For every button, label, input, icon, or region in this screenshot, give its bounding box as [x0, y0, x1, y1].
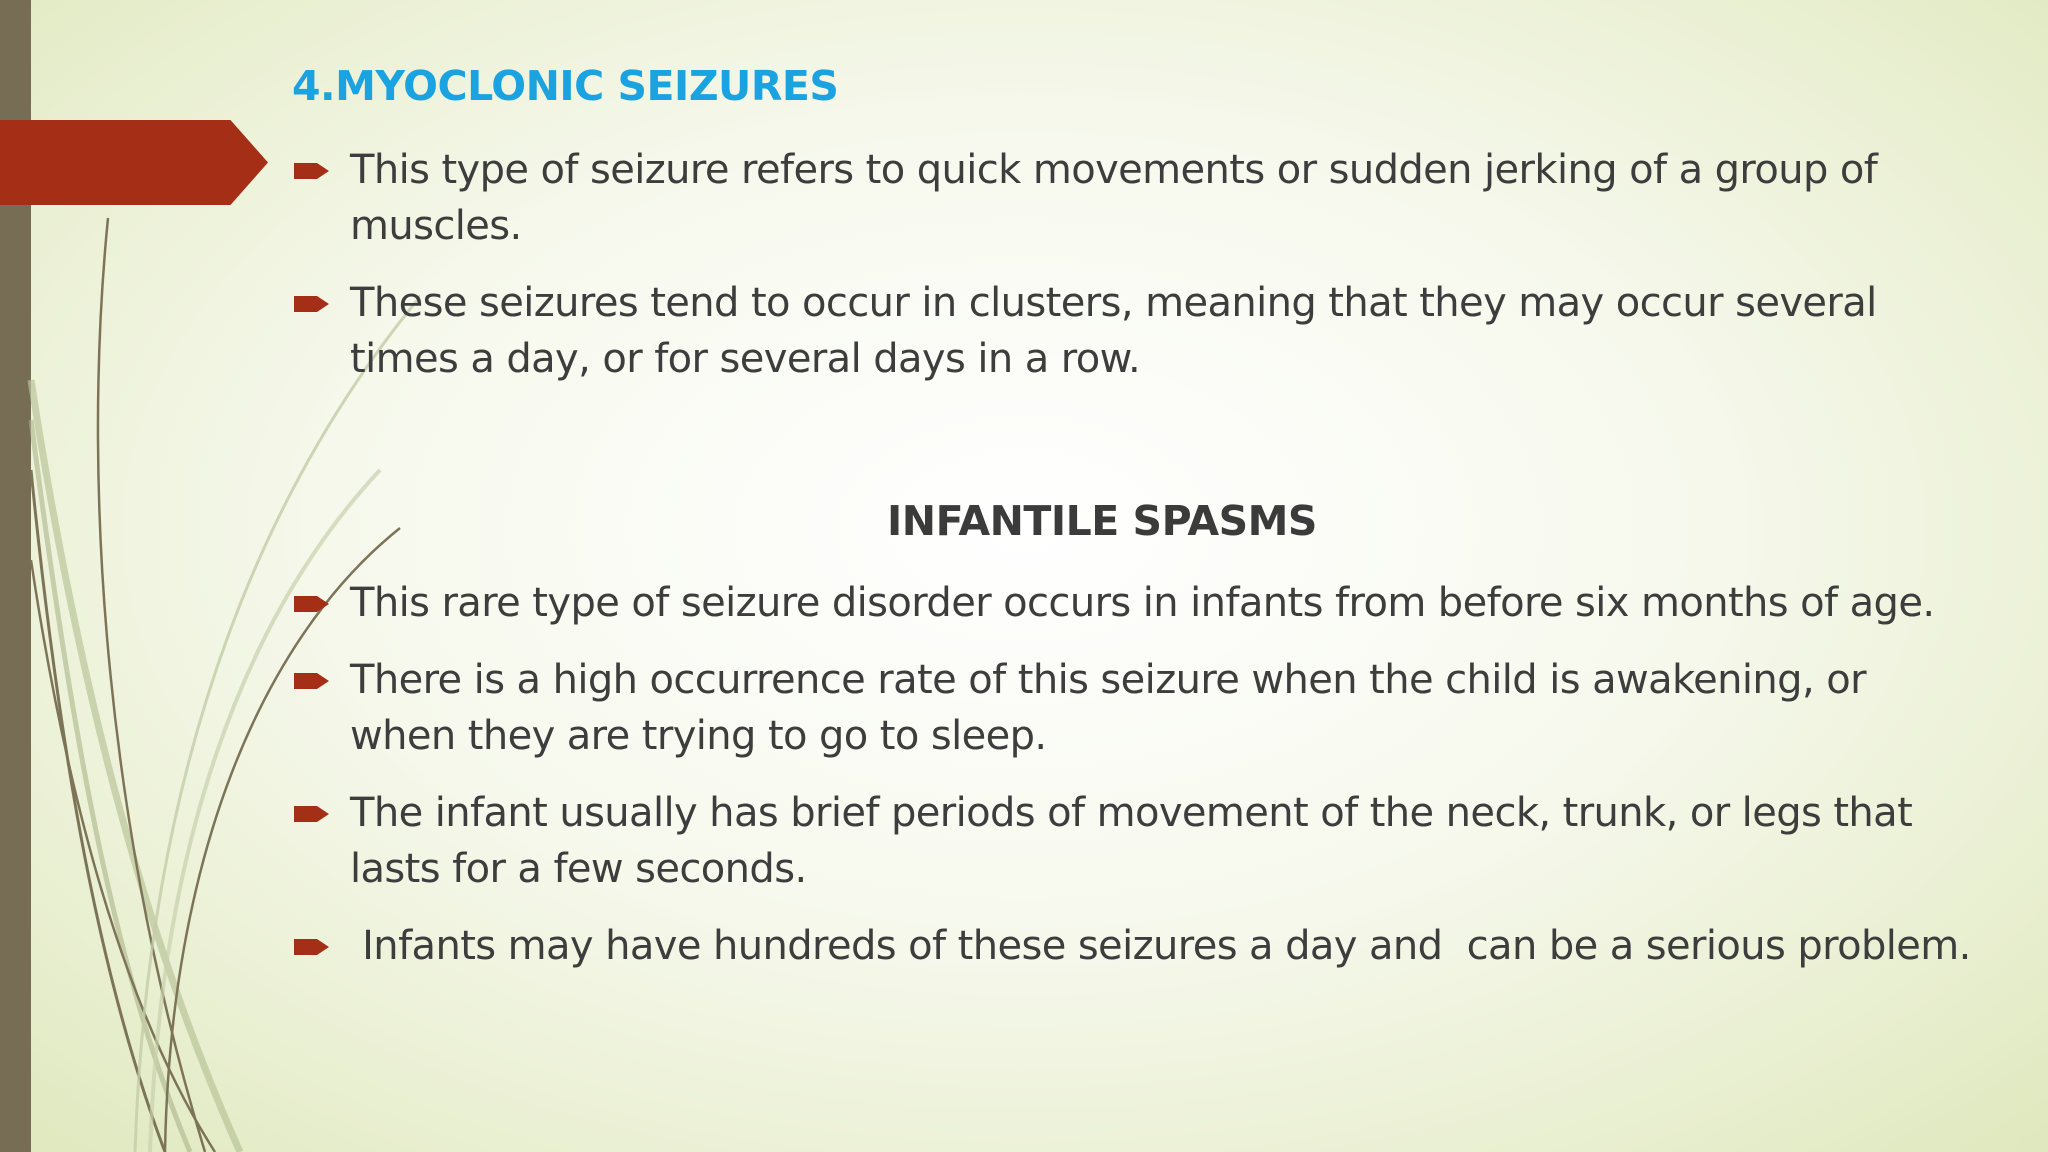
list-item [292, 275, 1952, 387]
bullet-text: This type of seizure refers to quick movements or sudden jerking of a group of muscles. [350, 147, 1878, 249]
infantile-spasms-bullet-list [292, 575, 1971, 995]
right-arrow-bullet-icon [294, 293, 330, 315]
myoclonic-bullet-list [292, 142, 1952, 408]
right-arrow-bullet-icon [294, 803, 330, 825]
bullet-text: Infants may have hundreds of these seizures a day and can be a serious problem. [350, 923, 1971, 969]
right-arrow-bullet-icon [294, 936, 330, 958]
list-item [292, 918, 1971, 974]
section-heading: INFANTILE SPASMS [887, 497, 1317, 545]
list-item [292, 575, 1952, 631]
slide-title: 4.MYOCLONIC SEIZURES [292, 62, 839, 110]
right-arrow-bullet-icon [294, 593, 330, 615]
bullet-text: There is a high occurrence rate of this seizure when the child is awakening, or when they are trying to go to sleep. [350, 657, 1866, 759]
bullet-text: These seizures tend to occur in clusters, meaning that they may occur several times a day, or for several days in a row. [350, 280, 1877, 382]
list-item [292, 652, 1952, 764]
right-arrow-bullet-icon [294, 670, 330, 692]
bullet-text: The infant usually has brief periods of movement of the neck, trunk, or legs that lasts for a few seconds. [350, 790, 1913, 892]
bullet-text: This rare type of seizure disorder occurs in infants from before six months of age. [350, 580, 1935, 626]
list-item [292, 785, 1952, 897]
right-arrow-bullet-icon [294, 160, 330, 182]
list-item [292, 142, 1952, 254]
